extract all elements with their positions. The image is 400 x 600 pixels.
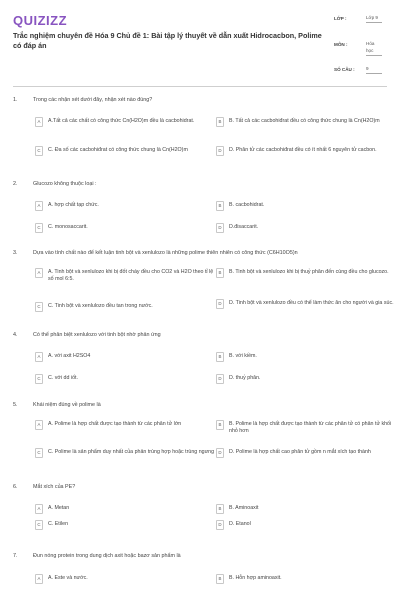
header-divider	[13, 86, 387, 87]
option-text: B. cacbohidrat.	[229, 202, 265, 208]
option-text: D.đisaccarit.	[229, 224, 259, 230]
option-key: A	[35, 201, 43, 211]
question-number: 5.	[13, 402, 18, 408]
option-text: C. Polime là sản phẩm duy nhất của phản trùng hợp hoặc trùng ngưng	[48, 449, 215, 455]
option-text: C. với dd iốt.	[48, 375, 78, 381]
option-text: A. Metan	[48, 505, 70, 511]
option-text: D. Phân tử các cacbohiđrat đều có ít nhất 6 nguyên tử cacbon.	[229, 147, 377, 153]
option-key: A	[35, 268, 43, 278]
question-text: Mắt xích của PE?	[33, 484, 76, 490]
mon-value: Hóa học	[366, 40, 382, 56]
option-key: A	[35, 574, 43, 584]
option-text: A. Polime là hợp chất được tạo thành từ các phân tử lớn	[48, 421, 182, 427]
option-text: A. Este và nước.	[48, 575, 88, 581]
option-text: D. Polime là hợp chất cao phân tử gồm n mắt xích tạo thành	[229, 449, 371, 455]
option-text: D. Tinh bột và xenlulozo đều có thể làm thức ăn cho người và gia súc.	[229, 300, 394, 306]
question-text: Trong các nhận xét dưới đây, nhận xét nào đúng?	[33, 97, 153, 103]
lop-value: Lớp 9	[366, 14, 382, 23]
option-text: B. với kiềm.	[229, 353, 257, 359]
question-number: 2.	[13, 181, 18, 187]
option-text: A. Tinh bột và xenlulozo khi bị đốt cháy đều cho CO2 và H2O theo tỉ lệ số mol 6:5.	[48, 269, 214, 282]
option-key: B	[216, 574, 224, 584]
option-key: C	[35, 146, 43, 156]
option-text: C. Etilen	[48, 521, 69, 527]
question-text: Dựa vào tính chất nào để kết luận tinh bột và xenlulozo là những polime thiên nhiên có công thức (C6H10O5)n	[33, 250, 298, 256]
question-number: 7.	[13, 553, 18, 559]
option-key: C	[35, 223, 43, 233]
option-key: A	[35, 117, 43, 127]
option-text: B. Aminoaxit	[229, 505, 259, 511]
option-text: A.Tất cả các chất có công thức Cn(H2O)m đều là cacbohidrat.	[48, 118, 195, 124]
option-text: B. Hỗn hợp aminoaxit.	[229, 575, 282, 581]
option-key: B	[216, 268, 224, 278]
question-text: Glucozo không thuộc loại :	[33, 181, 97, 187]
question-text: Khái niệm đúng về polime là	[33, 402, 101, 408]
mon-label: MÔN :	[334, 42, 348, 47]
option-key: B	[216, 504, 224, 514]
option-text: B. Tất cả các cacbohiđrat đều có công thức chung là Cn(H2O)m	[229, 118, 380, 124]
option-text: B. Polime là hợp chất được tạo thành từ các phân tử có phân tử khối nhỏ hơn	[229, 421, 392, 434]
option-text: C. monosaccarit.	[48, 224, 88, 230]
option-key: C	[35, 374, 43, 384]
option-key: A	[35, 352, 43, 362]
option-text: A. với axit H2SO4	[48, 353, 91, 359]
document-title: Trắc nghiệm chuyên đề Hóa 9 Chủ đề 1: Bài tập lý thuyết về dẫn xuất Hidrocacbon, Polime có đáp án	[13, 31, 322, 50]
option-key: C	[35, 448, 43, 458]
option-text: B. Tinh bột và xenlulozo khi bị thuỷ phân đến cùng đều cho glucozo.	[229, 269, 389, 275]
question-text: Có thể phân biệt xenlulozo với tinh bột nhờ phản ứng	[33, 332, 161, 338]
option-key: B	[216, 201, 224, 211]
option-text: C. Đa số các cacbohiđrat có công thức chung là Cn(H2O)m	[48, 147, 188, 153]
option-text: A. hợp chất tạp chức.	[48, 202, 99, 208]
option-key: D	[216, 146, 224, 156]
option-key: D	[216, 223, 224, 233]
option-key: D	[216, 299, 224, 309]
option-key: C	[35, 520, 43, 530]
option-text: D. thuỷ phân.	[229, 375, 261, 381]
option-key: B	[216, 117, 224, 127]
option-key: C	[35, 302, 43, 312]
question-number: 1.	[13, 97, 18, 103]
so-cau-label: SỐ CÂU :	[334, 67, 355, 72]
option-key: D	[216, 520, 224, 530]
option-key: D	[216, 374, 224, 384]
option-key: B	[216, 420, 224, 430]
option-key: B	[216, 352, 224, 362]
question-number: 6.	[13, 484, 18, 490]
question-number: 3.	[13, 250, 18, 256]
option-text: D. Etanol	[229, 521, 251, 527]
question-number: 4.	[13, 332, 18, 338]
option-key: D	[216, 448, 224, 458]
option-text: C. Tinh bột và xenlulozo đều tan trong nước.	[48, 303, 153, 309]
option-key: A	[35, 420, 43, 430]
quizizz-logo: QUIZIZZ	[13, 13, 68, 28]
question-text: Đun nóng protein trong dung dịch axit hoặc bazơ sản phẩm là	[33, 553, 181, 559]
option-key: A	[35, 504, 43, 514]
document-header	[0, 0, 400, 88]
lop-label: LỚP :	[334, 16, 347, 21]
so-cau-value: 9	[366, 65, 382, 74]
